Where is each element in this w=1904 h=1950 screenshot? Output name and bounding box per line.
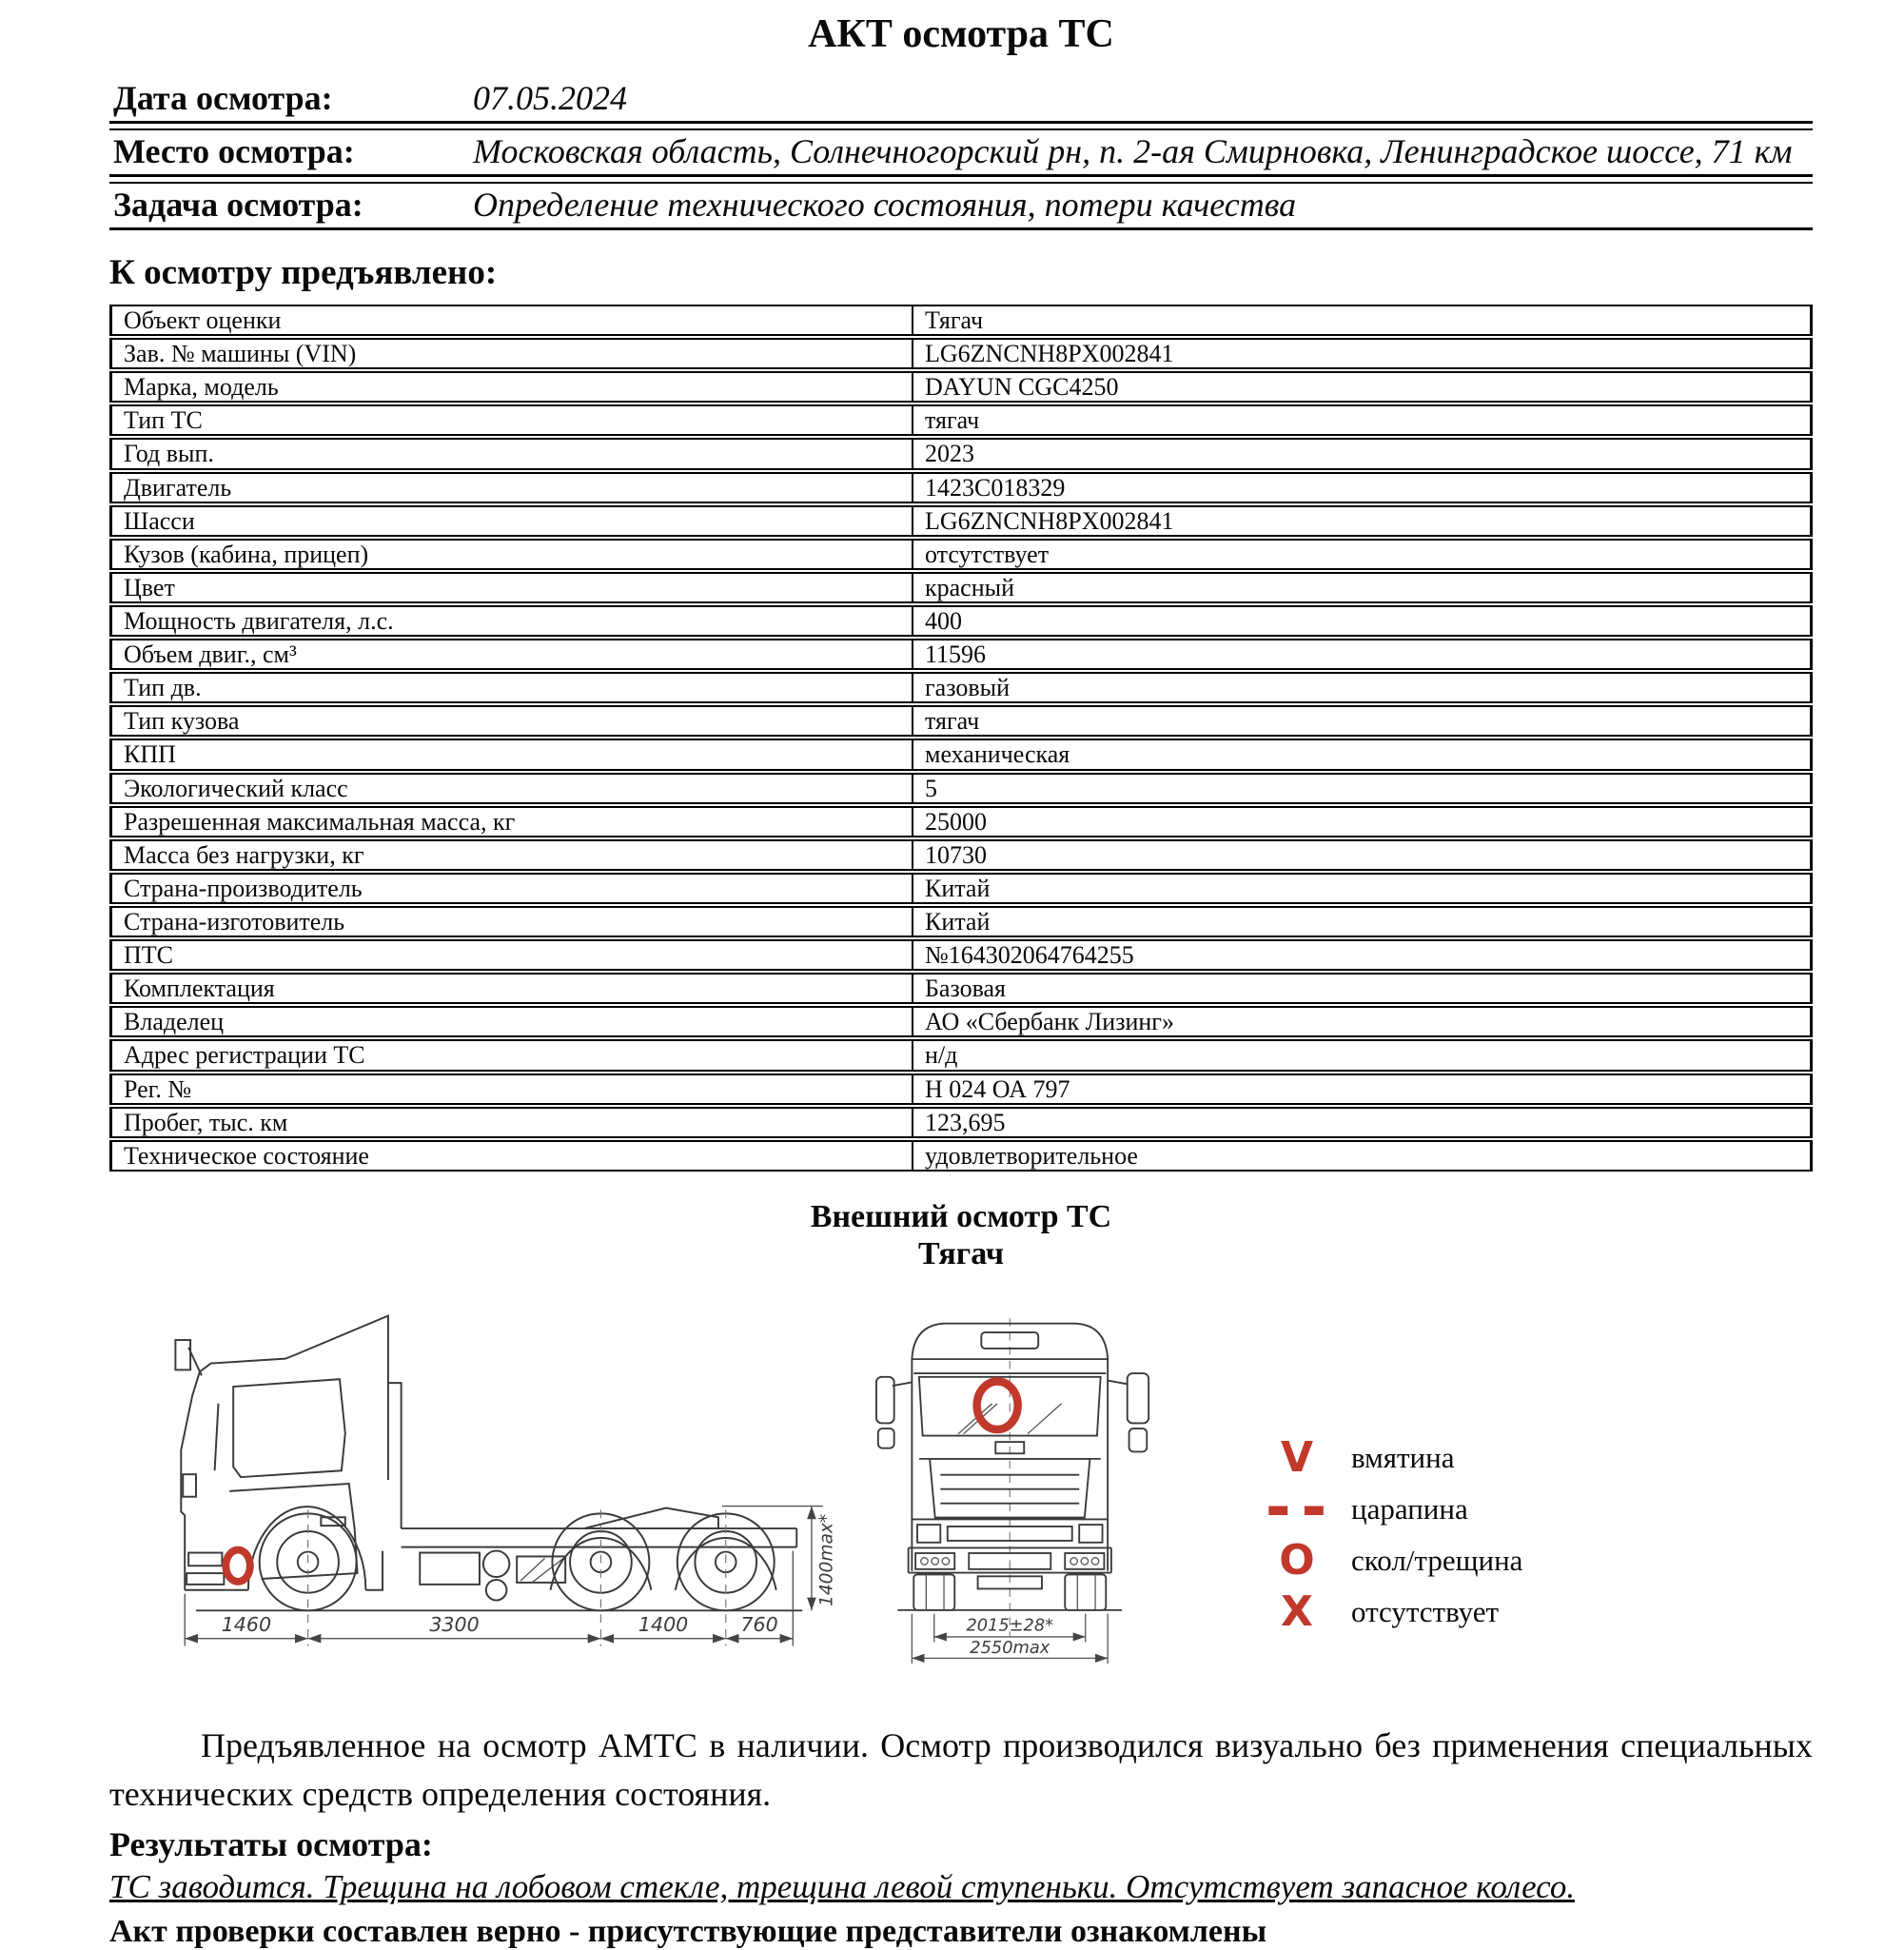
- header-row-value: Московская область, Солнечногорский рн, п. 2-ая Смирновка, Ленинградское шоссе, 71 км: [469, 128, 1813, 177]
- truck-side-view-diagram: [147, 1290, 856, 1678]
- dim-track-width: 2015±28*: [966, 1616, 1054, 1636]
- spec-value: Китай: [913, 873, 1813, 904]
- table-row: [109, 472, 1813, 503]
- spec-label: Двигатель: [109, 472, 913, 503]
- table-row: [109, 1039, 1813, 1071]
- table-row: [109, 1073, 1813, 1105]
- spec-label: Адрес регистрации ТС: [109, 1039, 913, 1071]
- table-row: [109, 939, 1813, 971]
- spec-value: Тягач: [913, 305, 1813, 336]
- table-row: [109, 1006, 1813, 1037]
- spec-value: н/д: [913, 1039, 1813, 1071]
- table-row: [109, 371, 1813, 403]
- table-row: [109, 1140, 1813, 1172]
- spec-value: 123,695: [913, 1107, 1813, 1138]
- table-row: [109, 806, 1813, 837]
- table-row: [109, 1107, 1813, 1138]
- dim-tandem: 1400: [638, 1612, 689, 1636]
- act-confirmation-line-cropped: Акт проверки составлен верно - присутствующие представители ознакомлены: [109, 1914, 1267, 1950]
- spec-value: тягач: [913, 404, 1813, 436]
- dim-front-overhang: 1460: [221, 1612, 272, 1636]
- legend-symbol-icon: X: [1281, 1587, 1313, 1637]
- spec-value: отсутствует: [913, 539, 1813, 570]
- spec-label: ПТС: [109, 939, 913, 971]
- legend-row: [1256, 1432, 1522, 1484]
- truck-front-view-diagram: [862, 1290, 1165, 1680]
- table-row: [109, 973, 1813, 1004]
- header-row-value: 07.05.2024: [469, 77, 1813, 124]
- spec-label: Кузов (кабина, прицеп): [109, 539, 913, 570]
- spec-value: тягач: [913, 705, 1813, 737]
- spec-label: Объект оценки: [109, 305, 913, 336]
- diagram-area: [109, 1290, 1813, 1689]
- legend-row: [1256, 1535, 1522, 1586]
- damage-marker-crack-icon: [226, 1550, 249, 1582]
- header-row-label: Задача осмотра:: [109, 182, 469, 230]
- legend-label: отсутствует: [1351, 1595, 1500, 1629]
- dim-wheelbase: 3300: [429, 1612, 480, 1636]
- spec-label: Пробег, тыс. км: [109, 1107, 913, 1138]
- external-inspection-heading: Внешний осмотр ТС: [810, 1198, 1112, 1234]
- table-row: [109, 773, 1813, 804]
- spec-value: красный: [913, 572, 1813, 603]
- header-row-value: Определение технического состояния, потери качества: [469, 182, 1813, 230]
- spec-label: Год вып.: [109, 438, 913, 469]
- table-row: [109, 572, 1813, 603]
- spec-label: Страна-изготовитель: [109, 906, 913, 937]
- spec-label: Техническое состояние: [109, 1140, 913, 1172]
- spec-label: Экологический класс: [109, 773, 913, 804]
- spec-value: №164302064764255: [913, 939, 1813, 971]
- spec-label: Разрешенная максимальная масса, кг: [109, 806, 913, 837]
- spec-label: Тип кузова: [109, 705, 913, 737]
- spec-value: механическая: [913, 739, 1813, 770]
- inspection-statement: Предъявленное на осмотр АМТС в наличии. Осмотр производился визуально без применения специальных технических средств определения состояния.: [109, 1726, 1813, 1814]
- table-row: [109, 873, 1813, 904]
- spec-value: 5: [913, 773, 1813, 804]
- spec-value: 1423C018329: [913, 472, 1813, 503]
- spec-label: Объем двиг., см³: [109, 639, 913, 670]
- spec-value: DAYUN CGC4250: [913, 371, 1813, 403]
- spec-label: Цвет: [109, 572, 913, 603]
- spec-label: КПП: [109, 739, 913, 770]
- spec-value: LG6ZNCNH8PX002841: [913, 505, 1813, 537]
- table-row: [109, 605, 1813, 637]
- legend-symbol-icon: ▬ ▬: [1266, 1495, 1328, 1525]
- legend-symbol-icon: V: [1280, 1433, 1314, 1483]
- legend-row: [1256, 1586, 1522, 1638]
- spec-value: газовый: [913, 672, 1813, 703]
- spec-value: 25000: [913, 806, 1813, 837]
- legend-row: [1256, 1484, 1522, 1535]
- header-row-label: Дата осмотра:: [109, 77, 469, 124]
- table-row: [109, 839, 1813, 871]
- table-row: [109, 739, 1813, 770]
- spec-label: Мощность двигателя, л.с.: [109, 605, 913, 637]
- spec-label: Марка, модель: [109, 371, 913, 403]
- spec-label: Шасси: [109, 505, 913, 537]
- spec-value: Н 024 ОА 797: [913, 1073, 1813, 1105]
- header-row: [109, 77, 1813, 124]
- spec-value: 2023: [913, 438, 1813, 469]
- spec-value: LG6ZNCNH8PX002841: [913, 338, 1813, 369]
- spec-value: Китай: [913, 906, 1813, 937]
- spec-label: Комплектация: [109, 973, 913, 1004]
- dim-overall-width: 2550max: [970, 1638, 1050, 1658]
- table-row: [109, 305, 1813, 336]
- table-row: [109, 404, 1813, 436]
- header-table: [109, 72, 1813, 235]
- spec-label: Страна-производитель: [109, 873, 913, 904]
- legend-label: царапина: [1351, 1492, 1468, 1527]
- vehicle-spec-table: [109, 303, 1813, 1173]
- table-row: [109, 505, 1813, 537]
- spec-label: Тип дв.: [109, 672, 913, 703]
- spec-value: 11596: [913, 639, 1813, 670]
- spec-label: Масса без нагрузки, кг: [109, 839, 913, 871]
- spec-value: Базовая: [913, 973, 1813, 1004]
- spec-value: 400: [913, 605, 1813, 637]
- dim-fifth-wheel-height: 1400max*: [816, 1513, 837, 1607]
- spec-label: Тип ТС: [109, 404, 913, 436]
- table-row: [109, 906, 1813, 937]
- inspection-headings: [109, 1198, 1813, 1272]
- table-row: [109, 338, 1813, 369]
- page-title: АКТ осмотра ТС: [808, 12, 1114, 56]
- results-text: ТС заводится. Трещина на лобовом стекле, трещина левой ступеньки. Отсутствует запасное колесо.: [109, 1868, 1576, 1906]
- table-row: [109, 539, 1813, 570]
- table-row: [109, 705, 1813, 737]
- dim-rear-overhang: 760: [740, 1612, 778, 1636]
- damage-legend: [1256, 1432, 1522, 1638]
- legend-label: вмятина: [1351, 1441, 1455, 1475]
- spec-label: Рег. №: [109, 1073, 913, 1105]
- legend-symbol-icon: O: [1279, 1536, 1315, 1586]
- header-row: [109, 128, 1813, 177]
- table-row: [109, 639, 1813, 670]
- spec-value: АО «Сбербанк Лизинг»: [913, 1006, 1813, 1037]
- header-row: [109, 182, 1813, 230]
- legend-label: скол/трещина: [1351, 1544, 1523, 1578]
- vehicle-type-heading: Тягач: [917, 1235, 1005, 1271]
- damage-marker-crack-icon: [977, 1382, 1018, 1430]
- spec-label: Зав. № машины (VIN): [109, 338, 913, 369]
- spec-value: 10730: [913, 839, 1813, 871]
- results-heading: Результаты осмотра:: [109, 1825, 433, 1864]
- table-row: [109, 672, 1813, 703]
- header-row-label: Место осмотра:: [109, 128, 469, 177]
- spec-label: Владелец: [109, 1006, 913, 1037]
- spec-value: удовлетворительное: [913, 1140, 1813, 1172]
- presented-heading: К осмотру предъявлено:: [109, 253, 498, 292]
- table-row: [109, 438, 1813, 469]
